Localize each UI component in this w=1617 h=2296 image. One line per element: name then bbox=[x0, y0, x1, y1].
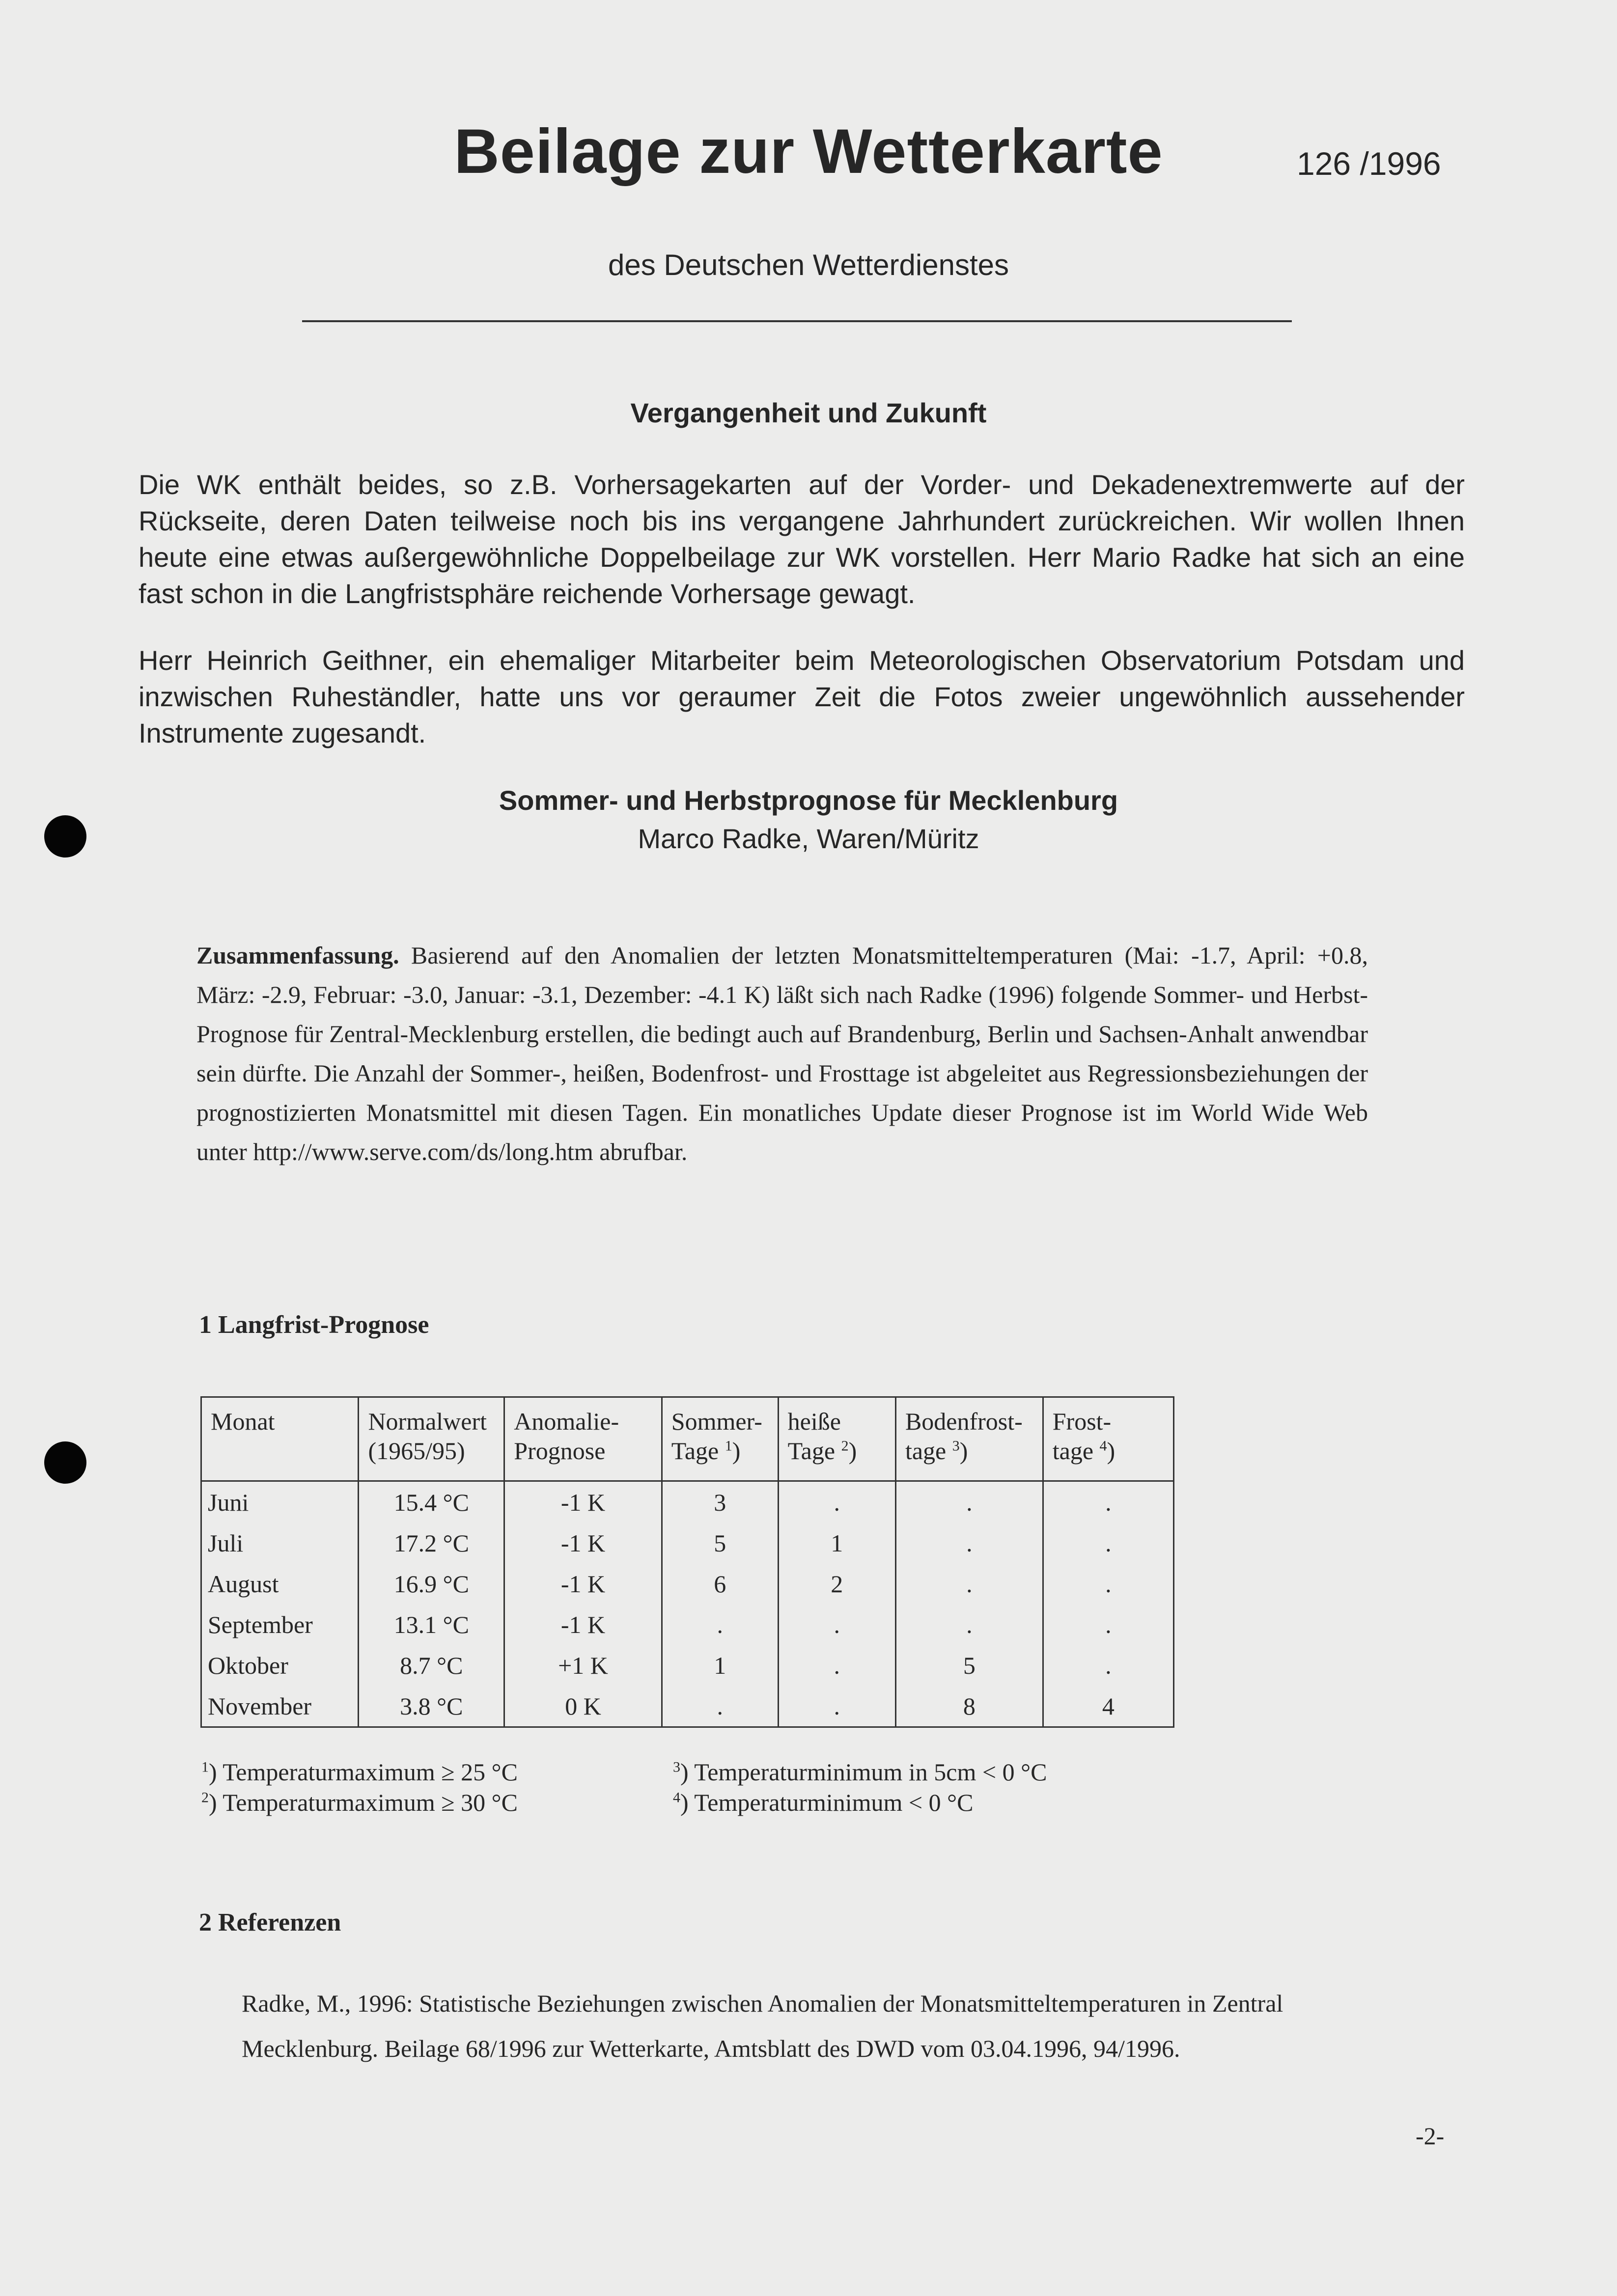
table-cell: . bbox=[895, 1481, 1043, 1523]
table-cell: 3 bbox=[662, 1481, 778, 1523]
table-cell: . bbox=[662, 1604, 778, 1645]
table-cell: . bbox=[662, 1686, 778, 1727]
table-cell: 2 bbox=[778, 1563, 895, 1604]
table-cell: -1 K bbox=[504, 1604, 662, 1645]
issue-number: 126 /1996 bbox=[1297, 145, 1441, 182]
table-cell: . bbox=[895, 1604, 1043, 1645]
table-cell: 16.9 °C bbox=[359, 1563, 504, 1604]
abstract-label: Zusammenfassung. bbox=[196, 941, 399, 969]
table-cell: 8.7 °C bbox=[359, 1645, 504, 1686]
punch-hole-bottom bbox=[44, 1441, 86, 1484]
article-author: Marco Radke, Waren/Müritz bbox=[638, 823, 979, 854]
table-cell: . bbox=[778, 1686, 895, 1727]
table-row bbox=[201, 1481, 1174, 1523]
table-cell: 3.8 °C bbox=[359, 1686, 504, 1727]
table-cell: 5 bbox=[662, 1522, 778, 1563]
page-number: -2- bbox=[1416, 2122, 1445, 2150]
page-subtitle: des Deutschen Wetterdienstes bbox=[608, 249, 1009, 281]
intro-paragraph-1: Die WK enthält beides, so z.B. Vorhersagekarten auf der Vorder- und Dekadenextremwerte auf der Rückseite, deren Daten teilweise noch bis ins vergangene Jahrhundert zurückreichen. Wir wollen Ihnen heute eine etwas außergewöhnliche Doppelbeilage zur WK vorstellen. Herr Mario Radke hat sich an eine fast schon in die Langfristsphäre reichende Vorhersage gewagt. bbox=[139, 469, 1465, 609]
table-cell: September bbox=[201, 1604, 359, 1645]
footnote-3: $^3$) Temperaturminimum in 5cm < 0 °C bbox=[673, 1758, 1047, 1786]
table-header-row bbox=[201, 1397, 1174, 1481]
table-cell: -1 K bbox=[504, 1563, 662, 1604]
column-header-month: Monat bbox=[201, 1397, 359, 1481]
table-cell: 4 bbox=[1043, 1686, 1173, 1727]
forecast-table bbox=[200, 1396, 1174, 1728]
column-header-frost-days: Frost- tage $^4$) bbox=[1043, 1397, 1173, 1481]
abstract bbox=[196, 936, 1368, 1171]
intro-heading: Vergangenheit und Zukunft bbox=[630, 397, 987, 428]
table-cell: Juni bbox=[201, 1481, 359, 1523]
reference-entry: Radke, M., 1996: Statistische Beziehungen zwischen Anomalien der Monatsmitteltemperaturen in Zentral Mecklenburg. Beilage 68/1996 zur Wetterkarte, Amtsblatt des DWD vom 03.04.1996, 94/1996. bbox=[242, 1990, 1283, 2062]
page-title: Beilage zur Wetterkarte bbox=[454, 116, 1163, 187]
intro-paragraph-2: Herr Heinrich Geithner, ein ehemaliger Mitarbeiter beim Meteorologischen Observatorium Potsdam und inzwischen Ruheständler, hatte uns vor geraumer Zeit die Fotos zweier ungewöhnlich aussehender Instrumente zugesandt. bbox=[139, 645, 1465, 748]
table-cell: 1 bbox=[778, 1522, 895, 1563]
table-cell: . bbox=[1043, 1563, 1173, 1604]
table-cell: +1 K bbox=[504, 1645, 662, 1686]
column-header-normal: Normalwert (1965/95) bbox=[359, 1397, 504, 1481]
table-cell: . bbox=[778, 1604, 895, 1645]
table-row bbox=[201, 1686, 1174, 1727]
table-cell: Juli bbox=[201, 1522, 359, 1563]
table-cell: . bbox=[1043, 1481, 1173, 1523]
table-cell: . bbox=[778, 1645, 895, 1686]
column-header-anomaly: Anomalie- Prognose bbox=[504, 1397, 662, 1481]
table-cell: 5 bbox=[895, 1645, 1043, 1686]
table-cell: November bbox=[201, 1686, 359, 1727]
table-row bbox=[201, 1645, 1174, 1686]
table-cell: -1 K bbox=[504, 1522, 662, 1563]
table-cell: . bbox=[1043, 1604, 1173, 1645]
table-row bbox=[201, 1522, 1174, 1563]
table-cell: 13.1 °C bbox=[359, 1604, 504, 1645]
table-cell: 0 K bbox=[504, 1686, 662, 1727]
table-cell: August bbox=[201, 1563, 359, 1604]
table-row bbox=[201, 1563, 1174, 1604]
column-header-ground-frost-days: Bodenfrost- tage $^3$) bbox=[895, 1397, 1043, 1481]
table-cell: . bbox=[895, 1522, 1043, 1563]
table-cell: . bbox=[1043, 1522, 1173, 1563]
table-cell: . bbox=[895, 1563, 1043, 1604]
table-cell: 17.2 °C bbox=[359, 1522, 504, 1563]
column-header-summer-days: Sommer- Tage $^1$) bbox=[662, 1397, 778, 1481]
table-row bbox=[201, 1604, 1174, 1645]
column-header-hot-days: heiße Tage $^2$) bbox=[778, 1397, 895, 1481]
footnote-4: $^4$) Temperaturminimum < 0 °C bbox=[673, 1789, 974, 1816]
table-cell: 15.4 °C bbox=[359, 1481, 504, 1523]
table-cell: Oktober bbox=[201, 1645, 359, 1686]
table-cell: 8 bbox=[895, 1686, 1043, 1727]
article-title: Sommer- und Herbstprognose für Mecklenburg bbox=[499, 785, 1118, 816]
section-2-heading: 2 Referenzen bbox=[199, 1909, 341, 1936]
table-cell: . bbox=[778, 1481, 895, 1523]
table-cell: . bbox=[1043, 1645, 1173, 1686]
footnote-1: $^1$) Temperaturmaximum ≥ 25 °C bbox=[201, 1758, 518, 1786]
table-cell: 1 bbox=[662, 1645, 778, 1686]
abstract-text: Basierend auf den Anomalien der letzten Monatsmitteltemperaturen (Mai: -1.7, April: +0.8, März: -2.9, Februar: -3.0, Januar: -3.1, Dezember: -4.1 K) läßt sich nach Radke (1996) folgende Sommer- und Herbst-Prognose für Zentral-Mecklenburg erstellen, die bedingt auch auf Brandenburg, Berlin und Sachsen-Anhalt anwendbar sein dürfte. Die Anzahl der Sommer-, heißen, Bodenfrost- und Frosttage ist abgeleitet aus Regressionsbeziehungen der prognostizierten Monatsmittel mit diesen Tagen. Ein monatliches Update dieser Prognose ist im World Wide Web unter http://www.serve.com/ds/long.htm abrufbar. bbox=[196, 941, 1368, 1165]
footnote-2: $^2$) Temperaturmaximum ≥ 30 °C bbox=[201, 1789, 518, 1816]
table-cell: -1 K bbox=[504, 1481, 662, 1523]
section-1-heading: 1 Langfrist-Prognose bbox=[199, 1311, 429, 1339]
table-cell: 6 bbox=[662, 1563, 778, 1604]
header-divider bbox=[302, 320, 1292, 322]
